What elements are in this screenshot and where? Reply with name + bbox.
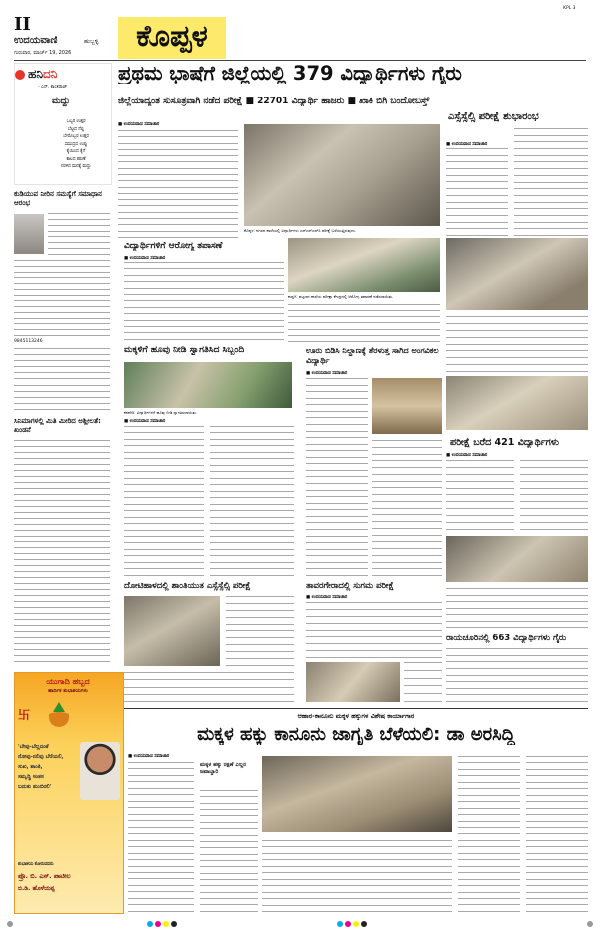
page-number: II	[14, 14, 31, 35]
poem-line: ಸಮುದ್ರದ ಉಪ್ಪು	[64, 141, 88, 147]
bottom-body	[526, 756, 588, 912]
421-headline: ಪರೀಕ್ಷೆ ಬರೆದ 421 ವಿದ್ಯಾರ್ಥಿಗಳು	[450, 438, 560, 448]
health-body	[124, 262, 284, 340]
bottom-rule	[124, 708, 588, 709]
ad-subtitle: ಹಾರ್ದಿಕ ಶುಭಾಶಯಗಳು	[48, 688, 88, 694]
ad-title: ಯುಗಾದಿ ಹಬ್ಬದ	[46, 677, 90, 686]
lead-byline: ■ ಉದಯವಾಣಿ ಸಮಾಚಾರ	[118, 122, 160, 127]
flower-byline: ■ ಉದಯವಾಣಿ ಸಮಾಚಾರ	[124, 419, 166, 424]
bottom-byline: ■ ಉದಯವಾಣಿ ಸಮಾಚಾರ	[128, 754, 170, 759]
421-body	[446, 460, 514, 530]
cartoon-author: - ಎನ್. ಕಾಂತರಾಜ್	[38, 85, 68, 90]
health-caption: ಕುಷ್ಟಗಿ: ಪಟ್ಟಣದ ಶಾಲೆಯ ಪರೀಕ್ಷಾ ಕೇಂದ್ರದಲ್ಲಿ ಆರೋಗ್ಯ ತಪಾಸಣೆ ನಡೆಸಲಾಯಿತು.	[288, 294, 394, 299]
sapling-headline: ಊರು ಬಿಡಿಸಿ ನಿಲ್ದಾಣಕ್ಕೆ ತೆರಳುತ್ತ ಸಾಗಿದ ಅಂಗವಿಕಲ ವಿದ್ಯಾರ್ಥಿ	[306, 346, 439, 365]
lead-section-line: ಎಸ್ಸೆಸ್ಸೆಲ್ಸಿ ಪರೀಕ್ಷೆ ಶುಭಾರಂಭ	[448, 112, 539, 122]
left-story-body	[14, 348, 110, 410]
tavar-byline: ■ ಉದಯವಾಣಿ ಸಮಾಚಾರ	[306, 595, 348, 600]
ad-message-line: ಸುಖ, ಶಾಂತಿ,	[18, 764, 43, 770]
bottom-headline: ಮಕ್ಕಳ ಹಕ್ಕು ಕಾನೂನು ಜಾಗೃತಿ ಬೆಳೆಯಲಿ: ಡಾ ಅರಸಿದ್ದಿ	[197, 726, 515, 745]
page-code: KPL 3	[563, 6, 576, 11]
swastika-icon: 卐	[18, 708, 31, 722]
registration-marks	[0, 914, 600, 924]
cartoon-title	[28, 67, 57, 82]
peace-headline: ದೋಟಿಹಾಳದಲ್ಲಿ ಶಾಂತಿಯುತ ಎಸ್ಸೆಸ್ಸೆಲ್ಸಿ ಪರೀಕ್ಷೆ	[124, 582, 251, 591]
flower-body	[124, 426, 204, 576]
health-photo	[288, 238, 440, 292]
tavar-photo	[306, 662, 400, 702]
peace-body	[226, 596, 294, 666]
poem-line: ಕಾಲದ ಕರುಣೆ	[66, 156, 86, 162]
lead-body	[446, 148, 508, 236]
421-body	[520, 460, 588, 530]
lead-subheadline: ಜಿಲ್ಲೆಯಾದ್ಯಂತ ಸುಸೂತ್ರವಾಗಿ ನಡೆದ ಪರೀಕ್ಷೆ ■ 22701 ವಿದ್ಯಾರ್ಥಿ ಹಾಜರು ■ ಖಾಕಿ ಬಿಗಿ ಬಂದೋಬಸ್ತ್	[118, 97, 430, 106]
left-story-body	[14, 260, 110, 336]
663-body	[446, 648, 588, 702]
lead-photo	[244, 124, 440, 226]
tavar-body	[404, 662, 442, 702]
poem-line: ಕೈಯಿಂದ ಕೈಗೆ	[66, 149, 86, 154]
ad-portrait	[80, 742, 120, 800]
bottom-body	[200, 790, 258, 912]
exam-hall-photo	[446, 376, 588, 430]
sapling-photo	[372, 378, 442, 434]
newspaper-name: ಉದಯವಾಣಿ	[14, 35, 58, 46]
health-body	[288, 304, 440, 342]
663-headline: ರಾಯಚೂರಿನಲ್ಲಿ 663 ವಿದ್ಯಾರ್ಥಿಗಳು ಗೈರು	[446, 634, 567, 643]
flower-headline: ಮಕ್ಕಳಿಗೆ ಹೂವು ನೀಡಿ ಸ್ವಾಗತಿಸಿದ ಸಿಬ್ಬಂದಿ	[124, 346, 245, 355]
flower-photo	[124, 362, 292, 408]
ad-message-line: ಬದುಕು ತುಂಬಿರಲಿ'	[18, 784, 52, 790]
health-photo-2	[446, 238, 588, 310]
left-story-body	[48, 213, 110, 255]
bottom-pull-quote: ಮಕ್ಕಳ ಹಕ್ಕು ರಕ್ಷಣೆ ಎಲ್ಲರ ಜವಾಬ್ದಾರಿ	[200, 762, 247, 775]
ad-place: ಬಿ.ಡಿ. ಹೊಳೆಯಪ್ಪ	[18, 885, 55, 892]
city-name: ಹುಬ್ಬಳ್ಳಿ	[84, 38, 99, 45]
masthead-rule	[14, 60, 586, 61]
cartoon-icon	[15, 70, 25, 80]
poem-title: ಮದ್ದು	[52, 96, 71, 106]
health-byline: ■ ಉದಯವಾಣಿ ಸಮಾಚಾರ	[124, 256, 166, 261]
lead-headline: ಪ್ರಥಮ ಭಾಷೆಗೆ ಜಿಲ್ಲೆಯಲ್ಲಿ 379 ವಿದ್ಯಾರ್ಥಿಗಳು ಗೈರು	[118, 64, 462, 85]
ad-wisher: ಶುಭಾಶಯ ಕೋರುವವರು	[18, 862, 54, 867]
section-title: ಕೊಪ್ಪಳ	[136, 19, 208, 54]
ad-message	[18, 742, 78, 792]
flower-body	[210, 426, 294, 576]
issue-date: ಗುರುವಾರ, ಮಾರ್ಚ್ 19, 2026	[14, 50, 72, 56]
health-headline: ವಿದ್ಯಾರ್ಥಿಗಳಿಗೆ ಆರೋಗ್ಯ ತಪಾಸಣೆ	[124, 242, 223, 251]
sapling-byline: ■ ಉದಯವಾಣಿ ಸಮಾಚಾರ	[306, 371, 348, 376]
bottom-photo	[262, 756, 452, 832]
421-body	[446, 588, 588, 628]
author-photo	[14, 214, 44, 254]
ad-message-line: ಸಮೃದ್ಧಿ ಸಂತಸ	[18, 774, 44, 780]
lead-byline-col: ■ ಉದಯವಾಣಿ ಸಮಾಚಾರ	[446, 142, 488, 147]
ad-name: ಪ್ರೊ. ಬಿ. ಎಸ್. ಪಾಟೀಲ	[18, 872, 71, 880]
flower-caption: ಕನಕಗಿರಿ: ವಿದ್ಯಾರ್ಥಿಗಳಿಗೆ ಹೂವು ನೀಡಿ ಸ್ವಾಗತಿಸಲಾಯಿತು.	[124, 410, 198, 415]
poem-lines	[46, 118, 106, 171]
cartoon-title-b: ದನಿ	[43, 67, 58, 81]
bottom-kicker: ಆಹಾರ-ಕಾನೂನು ಮಕ್ಕಳ ಹಕ್ಕುಗಳ ವಿಶೇಷ ಕಾರ್ಯಾಗಾರ	[297, 713, 415, 720]
left-story2-headline: ಸಿನಿಮಾಗಳಲ್ಲಿ ಮಿತಿ ಮೀರಿದ ಅಶ್ಲೀಲತೆ: ಖಂಡನೆ	[14, 417, 101, 434]
lead-photo-caption: ಕೊಪ್ಪಳ: ನಗರದ ಶಾಲೆಯಲ್ಲಿ ವಿದ್ಯಾರ್ಥಿಗಳು ಎಸ್‌ಎಸ್‌ಎಲ್‌ಸಿ ಪರೀಕ್ಷೆ ಬರೆಯುತ್ತಿರುವುದು.	[244, 228, 357, 233]
sapling-body	[306, 378, 368, 576]
lead-body	[514, 128, 588, 236]
left-story-headline: ಕುಡಿಯುವ ನೀರಿನ ಸಮಸ್ಯೆಗೆ ಸಮಾಧಾನ ಆರಂಭ	[14, 190, 102, 207]
poem-line: ಬೆಟ್ಟದ ನೆಲ್ಲಿ	[67, 126, 85, 132]
421-byline: ■ ಉದಯವಾಣಿ ಸಮಾಚಾರ	[446, 453, 488, 458]
right-body	[446, 316, 588, 372]
peace-photo	[124, 596, 220, 666]
tavar-body	[306, 602, 442, 658]
ad-message-line: ನೋವು-ನಲಿವು ಬೆರೆಯಲಿ,	[18, 754, 64, 760]
bottom-body	[458, 756, 520, 912]
peace-body	[124, 672, 294, 702]
left-story-phone: 9845113246	[14, 339, 43, 344]
bottom-body	[128, 762, 194, 912]
kalasha-icon	[44, 700, 74, 728]
poem-line: ನರಳಿದ ಮನಕ್ಕೆ ಮದ್ದು	[60, 164, 92, 169]
left-story2-body	[14, 440, 110, 662]
ad-message-line: 'ಬೇವು-ಬೆಲ್ಲದಂತೆ	[18, 744, 49, 750]
lead-body	[118, 130, 238, 238]
421-photo	[446, 536, 588, 582]
tavar-headline: ತಾವರಗೇರಾದಲ್ಲಿ ಸುಗಮ ಪರೀಕ್ಷೆ	[306, 582, 394, 591]
bottom-body	[262, 840, 452, 912]
poem-line: ಬೇರೊಬ್ಬರ ಉತ್ತರ	[63, 134, 89, 139]
cartoon-title-a: ಹನಿ	[28, 67, 43, 81]
poem-line: ಒಬ್ಬರ ಉತ್ತರ	[66, 119, 86, 124]
sapling-body	[372, 440, 442, 576]
